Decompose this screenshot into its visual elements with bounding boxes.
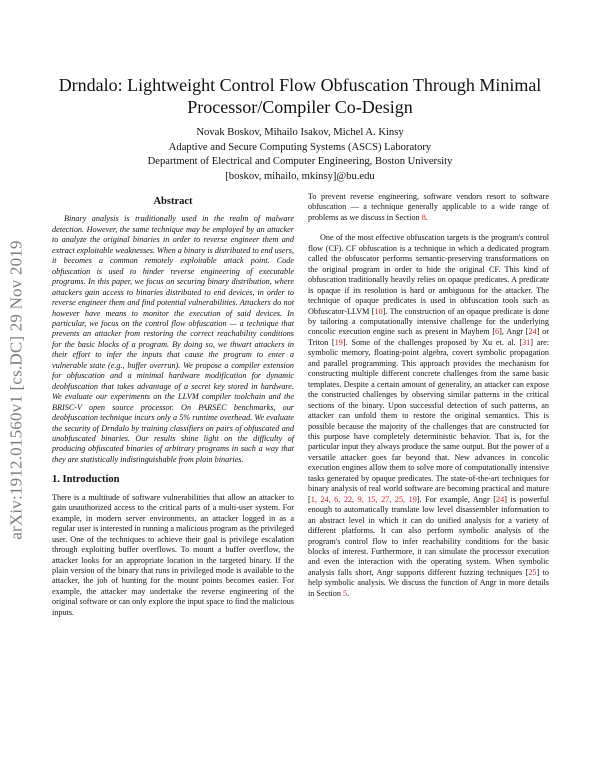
- author-lab: Adaptive and Secure Computing Systems (ASCS) Laboratory: [168, 141, 432, 153]
- author-names: Novak Boskov, Mihailo Isakov, Michel A. Kinsy: [196, 127, 404, 138]
- author-block: [40, 126, 560, 184]
- title-line-1: Drndalo: Lightweight Control Flow Obfuscation Through Minimal: [58, 75, 542, 95]
- abstract-heading: Abstract: [153, 196, 193, 207]
- paper-title: [40, 74, 560, 118]
- text: ]. Some of the challenges proposed by Xu et. al. [: [342, 337, 523, 347]
- citation-link[interactable]: 31: [522, 337, 531, 347]
- text: ], Angr [: [499, 327, 529, 337]
- text: ] to help symbolic analysis. We discuss the function of Angr in more details in Section: [308, 567, 549, 598]
- text: ] or Triton [: [308, 327, 549, 347]
- citation-link[interactable]: 25: [528, 567, 537, 577]
- author-emails: [boskov, mihailo, mkinsy]@bu.edu: [225, 170, 375, 182]
- citation-link[interactable]: 24: [496, 494, 505, 504]
- citation-link[interactable]: 19: [334, 337, 343, 347]
- text: ] is powerful enough to automatically translate low level disassembler information to an abstract level in which it can do unified analysis for a variety of different platforms. It can also perform symbolic analysis of the program's control flow to infer reachability conditions for the basic blocks of interest. Furthermore, it can simulate the processor execution and even the interaction with the operating system. When symbolic analysis falls short, Angr supports different fuzzing techniques [: [308, 494, 550, 577]
- text: ]. The construction of an opaque predicate is done by tailoring a computationally intensive challenge for the underlying concolic execution engine such as present in Mayhem [: [308, 306, 549, 337]
- section-ref-link[interactable]: 8: [421, 212, 426, 222]
- right-paragraph-2: [308, 233, 549, 599]
- right-column: [308, 192, 549, 599]
- introduction-heading: 1. Introduction: [52, 474, 120, 486]
- citation-list-link[interactable]: 1, 24, 6, 22, 9, 15, 27, 25, 19: [310, 494, 417, 504]
- left-column: [52, 197, 294, 618]
- text: One of the most effective obfuscation targets is the program's control flow (CF). CF obfuscation is a technique in which a dedicated program called the obfuscator performs semantic-preserving transformations on the original program in order to hide the original CF. This kind of obfuscation traditionally heavily relies on opaque predicates. A predicate is opaque if its resolution is hard or ambiguous for the attacker. The technique of opaque predicates is used in obfuscation tools such as Obfuscator-LLVM [: [308, 233, 549, 316]
- text: To prevent reverse engineering, software vendors resort to software obfuscation — a technique generally applicable to a wide range of problems as we discuss in Section: [308, 192, 549, 222]
- abstract-text: Binary analysis is traditionally used in the realm of malware detection. However, the same technique may be employed by an attacker to analyze the original binaries in order to reverse engineer them and extract exploitable weaknesses. When a binary is distributed to end users, it becomes a common remotely exploitable attack point. Code obfuscation is used to hinder reverse engineering of executable programs. In this paper, we focus on securing binary distribution, where attackers gain access to binaries distributed to end devices, in order to reverse engineer them and find potential vulnerabilities. Attackers do not however have means to monitor the execution of said devices. In particular, we focus on the control flow obfuscation — a technique that prevents an attacker from restoring the correct reachability conditions for the basic blocks of a program. By doing so, we thwart attackers in their effort to infer the inputs that cause the program to enter a vulnerable state (e.g., buffer overrun). We propose a compiler extension for obfuscation and a minimal hardware modification for dynamic deobfuscation that takes advantage of a secret key stored in hardware. We evaluate our experiments on the LLVM compiler toolchain and the BRISC-V open source processor. On PARSEC benchmarks, our deobfuscation technique incurs only a 5% runtime overhead. We evaluate the security of Drndalo by training classifiers on pairs of obfuscated and unobfuscated binaries. Our results shine light on the difficulty of producing obfuscated binaries of arbitrary programs in such a way that they are statistically indistinguishable from plain binaries.: [52, 214, 294, 464]
- text: ]. For example, Angr [: [416, 494, 496, 504]
- text: .: [347, 588, 350, 598]
- citation-link[interactable]: 10: [374, 306, 383, 316]
- citation-link[interactable]: 24: [528, 327, 537, 337]
- citation-link[interactable]: 6: [495, 327, 500, 337]
- author-department: Department of Electrical and Computer Engineering, Boston University: [147, 156, 453, 168]
- section-ref-link[interactable]: 5: [343, 588, 348, 598]
- arxiv-stamp-text: arXiv:1912.01560v1 [cs.DC] 29 Nov 2019: [7, 240, 26, 540]
- text: ] are: symbolic memory, floating-point algebra, covert symbolic propagation and parallel programming. This approach provides the mechanism for constructing multiple different concrete challenges from the same basic templates. Despite a certain amount of generality, an attacker can expose the constructed challenges by observing similar patterns in the critical sections of the binary. Upon successful detection of such patterns, an attacker can unfold them to restore the original semantics. This is possible because the majority of the challenges that are constructed for this purpose have completely deterministic behavior. That is, for the particular input they always produce the same output. But the power of a versatile attacker goes far beyond that. New advances in concolic execution engines allow them to solve more of computationally intensive tasks generated by opaque predicates. The state-of-the-art techniques for binary analysis of real world software are becoming practical and mature [: [308, 337, 550, 504]
- intro-paragraph-1: There is a multitude of software vulnerabilities that allow an attacker to gain unauthorized access to the critical parts of a multi-user system. For example, in modern server environments, an attacker logged in as a regular user is interested in running a malicious program as the privileged user. One of the techniques to achieve their goal is privilege escalation through exploiting buffer overflows. To mount a buffer overflow, the attacker looks for an appropriate location in the targeted binary. If the plain version of the binary that runs in privileged mode is available to the attacker, the job of hunting for the mount points becomes easier. For example, the attacker may undertake the reverse engineering of the original software or can only explore the input space to find the malicious inputs.: [52, 492, 294, 617]
- right-paragraph-1: [308, 192, 549, 223]
- title-line-2: Processor/Compiler Co-Design: [187, 97, 413, 117]
- text: .: [425, 212, 428, 222]
- arxiv-stamp: [4, 180, 30, 600]
